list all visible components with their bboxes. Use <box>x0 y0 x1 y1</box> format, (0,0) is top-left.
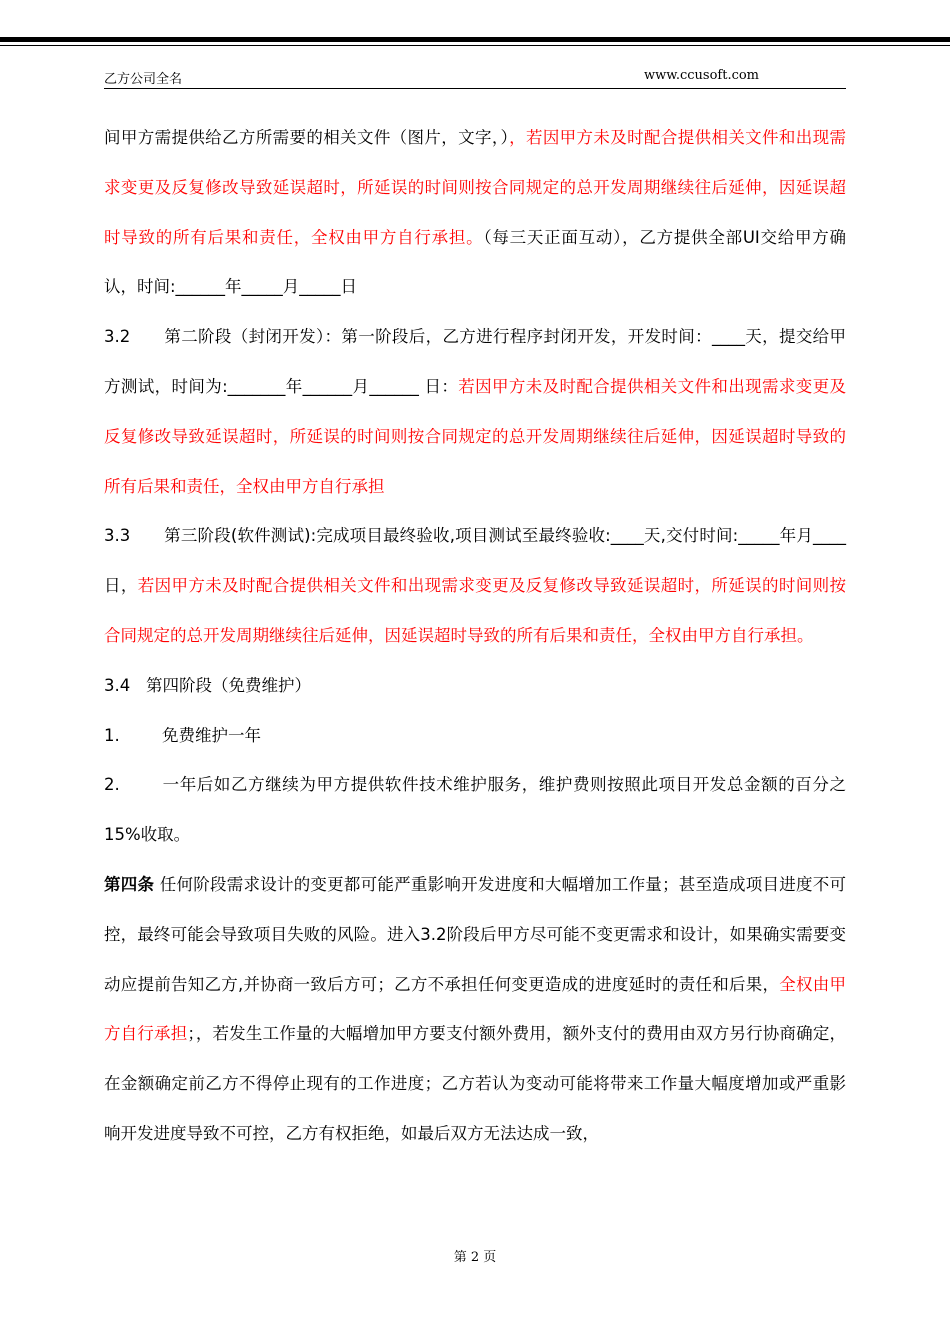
document-body <box>104 113 846 1159</box>
paragraph-3-2 <box>104 312 846 511</box>
stage1-ui-confirmation: （每三天正面互动），乙方提供全部UI交给甲方确认，时间:______年_____月_____日 <box>104 227 847 297</box>
header-website: www.ccusoft.com <box>644 68 760 83</box>
paragraph-stage1-continued <box>104 113 846 312</box>
header-company-name: 乙方公司全名 <box>104 72 183 87</box>
stage2-delay-clause: 若因甲方未及时配合提供相关文件和出现需求变更及反复修改导致延误超时，所延误的时间则按合同规定的总开发周期继续往后延伸，因延误超时导致的所有后果和责任，全权由甲方自行承担 <box>104 376 846 496</box>
stage3-delay-clause: 若因甲方未及时配合提供相关文件和出现需求变更及反复修改导致延误超时，所延误的时间则按合同规定的总开发周期继续往后延伸，因延误超时导致的所有后果和责任，全权由甲方自行承担。 <box>104 576 847 645</box>
page-number: 第 2 页 <box>453 1250 497 1265</box>
article-4-liability-clause: 全权由甲方自行承担 <box>104 974 846 1044</box>
top-border-thick <box>0 37 950 42</box>
list-number-1: 1. <box>104 725 120 745</box>
stage3-text: 第三阶段(软件测试):完成项目最终验收,项目测试至最终验收:____天,交付时间:_____年月____日， <box>104 526 846 596</box>
list-item-2 <box>104 760 846 860</box>
section-number-3-3: 3.3 <box>104 526 131 546</box>
article-4-label: 第四条 <box>104 874 155 894</box>
stage1-text: 间甲方需提供给乙方所需要的相关文件（图片，文字，） <box>104 128 510 147</box>
list-number-2: 2. <box>104 775 120 795</box>
paragraph-3-4 <box>104 661 846 711</box>
section-number-3-2: 3.2 <box>104 327 131 347</box>
paragraph-3-3 <box>104 511 846 660</box>
article-4 <box>104 860 846 1159</box>
section-number-3-4: 3.4 <box>104 675 131 695</box>
list-text-1: 免费维护一年 <box>162 725 261 745</box>
stage2-text: 第二阶段（封闭开发）：第一阶段后，乙方进行程序封闭开发，开发时间：____天，提交给甲方测试，时间为:_______年______月______ 日： <box>104 327 846 396</box>
list-text-2: 一年后如乙方继续为甲方提供软件技术维护服务，维护费则按照此项目开发总金额的百分之15%收取。 <box>104 775 846 845</box>
list-item-1 <box>104 711 846 761</box>
top-border-thin <box>0 45 950 46</box>
article-4-text-b: ；，若发生工作量的大幅增加甲方要支付额外费用，额外支付的费用由双方另行协商确定，在金额确定前乙方不得停止现有的工作进度；乙方若认为变动可能将带来工作量大幅度增加或严重影响开发进度导致不可控，乙方有权拒绝，如最后双方无法达成一致， <box>104 1024 847 1143</box>
stage1-delay-clause: ，若因甲方未及时配合提供相关文件和出现需求变更及反复修改导致延误超时，所延误的时间则按合同规定的总开发周期继续往后延伸，因延误超时导致的所有后果和责任，全权由甲方自行承担。 <box>104 128 847 247</box>
article-4-text-a: 任何阶段需求设计的变更都可能严重影响开发进度和大幅增加工作量；甚至造成项目进度不可控，最终可能会导致项目失败的风险。进入3.2阶段后甲方尽可能不变更需求和设计，如果确实需要变动应提前告知乙方,并协商一致后方可；乙方不承担任何变更造成的进度延时的责任和后果， <box>104 874 847 994</box>
page-header <box>104 68 846 88</box>
stage4-title: 第四阶段（免费维护） <box>146 675 311 695</box>
header-divider <box>104 88 846 89</box>
